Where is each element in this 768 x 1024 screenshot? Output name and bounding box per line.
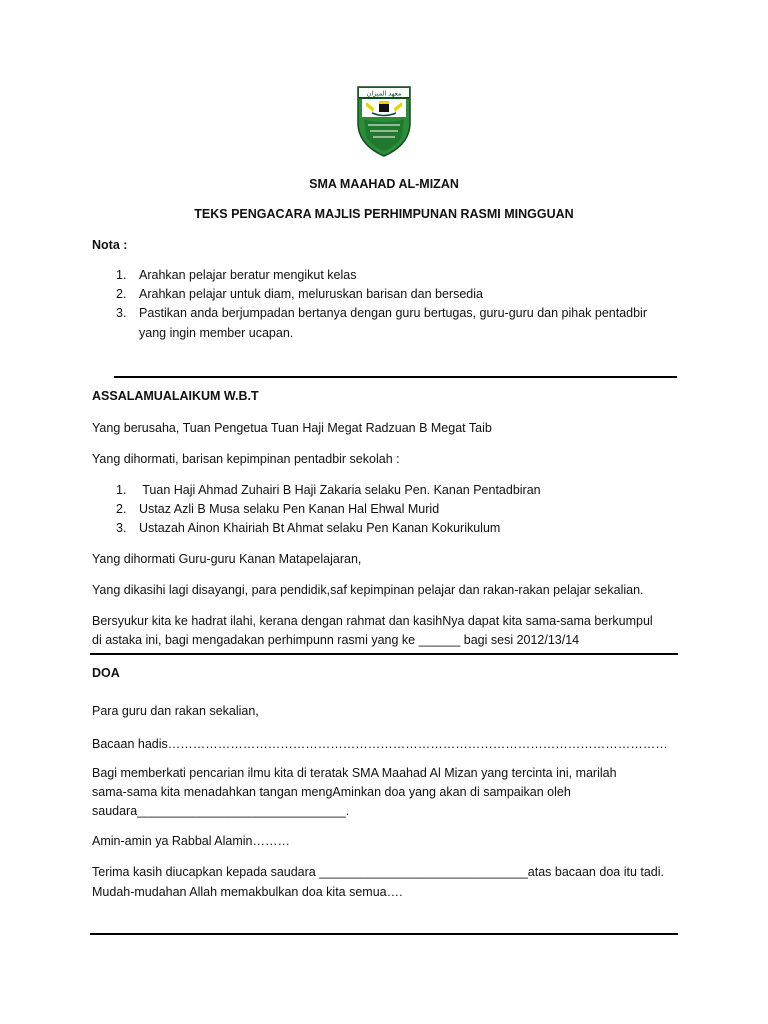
nota-item-text: Arahkan pelajar untuk diam, meluruskan barisan dan bersedia bbox=[139, 287, 483, 301]
doa-greeting: Para guru dan rakan sekalian, bbox=[92, 704, 259, 718]
nota-label: Nota : bbox=[92, 238, 128, 252]
pentadbir-item: Tuan Haji Ahmad Zuhairi B Haji Zakaria selaku Pen. Kanan Pentadbiran bbox=[139, 483, 541, 497]
bersyukur-line: di astaka ini, bagi mengadakan perhimpunn rasmi yang ke ______ bagi sesi 2012/13/14 bbox=[92, 633, 580, 647]
nota-item-number: 3. bbox=[116, 306, 127, 320]
terima-kasih-line: Terima kasih diucapkan kepada saudara ______________________________atas bacaan doa itu tadi. bbox=[92, 865, 664, 879]
pentadbir-label: Yang dihormati, barisan kepimpinan pentadbir sekolah : bbox=[92, 452, 400, 466]
school-name: SMA MAAHAD AL-MIZAN bbox=[309, 177, 459, 191]
nota-item-number: 2. bbox=[116, 287, 127, 301]
guru-kanan-line: Yang dihormati Guru-guru Kanan Matapelajaran, bbox=[92, 552, 362, 566]
pengetua-line: Yang berusaha, Tuan Pengetua Tuan Haji Megat Radzuan B Megat Taib bbox=[92, 421, 492, 435]
nota-item-number: 1. bbox=[116, 268, 127, 282]
terima-kasih-line: Mudah-mudahan Allah memakbulkan doa kita semua…. bbox=[92, 885, 403, 899]
divider bbox=[114, 376, 677, 378]
pentadbir-number: 3. bbox=[116, 521, 127, 535]
document-title: TEKS PENGACARA MAJLIS PERHIMPUNAN RASMI MINGGUAN bbox=[194, 207, 574, 221]
salam-heading: ASSALAMUALAIKUM W.B.T bbox=[92, 389, 259, 403]
pentadbir-item: Ustaz Azli B Musa selaku Pen Kanan Hal Ehwal Murid bbox=[139, 502, 440, 516]
nota-item-text: Pastikan anda berjumpadan bertanya dengan guru bertugas, guru-guru dan pihak pentadbir bbox=[139, 306, 648, 320]
school-crest-logo bbox=[356, 85, 412, 157]
doa-heading: DOA bbox=[92, 666, 120, 680]
crest-arabic-text: معهد الميزان bbox=[366, 89, 402, 98]
memberkati-line: Bagi memberkati pencarian ilmu kita di teratak SMA Maahad Al Mizan yang tercinta ini, marilah bbox=[92, 766, 617, 780]
divider bbox=[90, 933, 678, 935]
pendidik-line: Yang dikasihi lagi disayangi, para pendidik,saf kepimpinan pelajar dan rakan-rakan pelajar sekalian. bbox=[92, 583, 644, 597]
pentadbir-item: Ustazah Ainon Khairiah Bt Ahmat selaku Pen Kanan Kokurikulum bbox=[139, 521, 501, 535]
memberkati-line: sama-sama kita menadahkan tangan mengAminkan doa yang akan di sampaikan oleh bbox=[92, 785, 571, 799]
nota-item-text: yang ingin member ucapan. bbox=[139, 326, 294, 340]
bersyukur-line: Bersyukur kita ke hadrat ilahi, kerana dengan rahmat dan kasihNya dapat kita sama-sama berkumpul bbox=[92, 614, 653, 628]
nota-item-text: Arahkan pelajar beratur mengikut kelas bbox=[139, 268, 357, 282]
memberkati-line: saudara______________________________. bbox=[92, 804, 350, 818]
bacaan-hadis-line: Bacaan hadis………………………………………………………………………………………………………… bbox=[92, 737, 668, 751]
amin-line: Amin-amin ya Rabbal Alamin……… bbox=[92, 834, 290, 848]
pentadbir-number: 1. bbox=[116, 483, 127, 497]
pentadbir-number: 2. bbox=[116, 502, 127, 516]
divider bbox=[90, 653, 678, 655]
